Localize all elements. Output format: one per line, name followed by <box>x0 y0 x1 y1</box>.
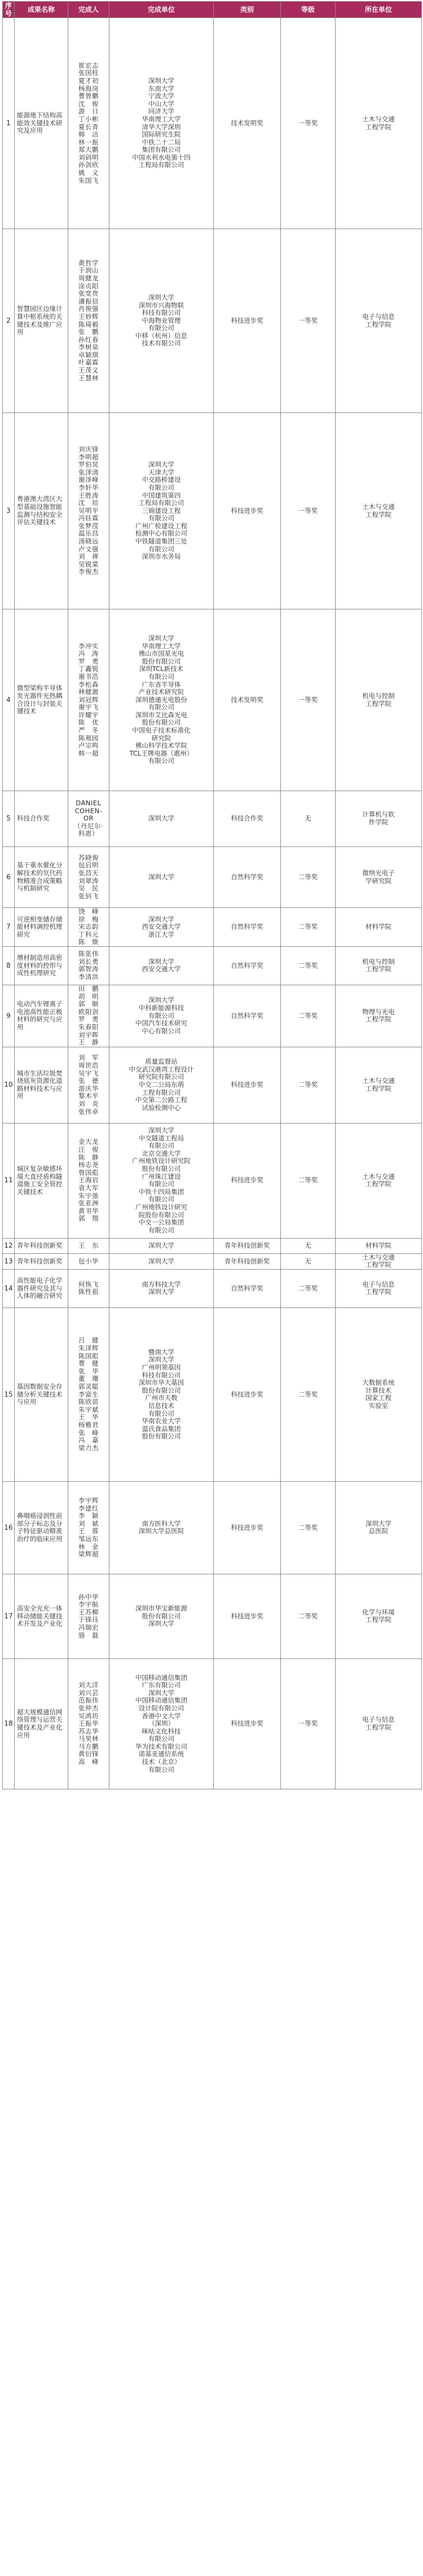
row-grade: 二等奖 <box>281 985 336 1047</box>
row-grade: 无 <box>281 791 336 847</box>
row-units: 深圳大学 中科新能源科技 有限公司 中国汽车技术研究 中心有限公司 <box>109 985 214 1047</box>
row-name: 微型梁构半导体发光器件光热耦合设计与封装关键技术 <box>15 609 68 791</box>
row-name: 可逆相变储存储能材料调控机理研究 <box>15 908 68 947</box>
row-no: 13 <box>3 1253 15 1269</box>
row-name: 城市生活垃圾焚烧底灰资源化道路材料技术与应用 <box>15 1047 68 1123</box>
row-grade: 二等奖 <box>281 1047 336 1123</box>
row-dept: 计算机与软 件学院 <box>336 791 422 847</box>
table-row <box>3 609 422 791</box>
row-people: 李宇辉 李建红 李 颖 刘 斌 王 蓉 邹远东 林 金 梁辉超 <box>68 1481 109 1574</box>
table-row <box>3 1574 422 1658</box>
row-units: 南方科技大学 深圳大学 <box>109 1269 214 1307</box>
table-row <box>3 1481 422 1574</box>
row-grade: 一等奖 <box>281 609 336 791</box>
row-grade: 二等奖 <box>281 1574 336 1658</box>
row-people: 何恢飞 陈性祖 <box>68 1269 109 1307</box>
row-name: 鼻咽癌浸润性前部分子标志及分子特征驱动精准治疗的临床应用 <box>15 1481 68 1574</box>
row-name: 粤港澳大湾区大型基础设施智能监测与结构安全评估关键技术 <box>15 413 68 609</box>
row-people: 李冲实 冯 涛 罗 勇 丁鑫锐 谢书浩 李松森 林健源 刘冠辉 谢宇飞 许耀宇 陈 优 严 冬 陈观园 卢宗鸣 韩一超 <box>68 609 109 791</box>
row-grade: 二等奖 <box>281 1123 336 1238</box>
row-no: 16 <box>3 1481 15 1574</box>
row-no: 11 <box>3 1123 15 1238</box>
row-grade: 无 <box>281 1253 336 1269</box>
row-category: 自然科学奖 <box>214 946 281 985</box>
row-no: 18 <box>3 1658 15 1789</box>
table-row <box>3 1123 422 1238</box>
row-no: 2 <box>3 229 15 413</box>
row-no: 8 <box>3 946 15 985</box>
row-category: 科技进步奖 <box>214 1047 281 1123</box>
row-grade: 二等奖 <box>281 908 336 947</box>
row-name: 青年科技创新奖 <box>15 1238 68 1253</box>
row-people: 王 东 <box>68 1238 109 1253</box>
row-name: 高安全光充一体移动储能关键技术开发及产业化 <box>15 1574 68 1658</box>
row-dept: 化学与环境 工程学院 <box>336 1574 422 1658</box>
row-no: 17 <box>3 1574 15 1658</box>
row-no: 7 <box>3 908 15 947</box>
row-dept: 土木与交通 工程学院 <box>336 18 422 229</box>
row-name: 基因数据安全存储分析关键技术与应用 <box>15 1307 68 1481</box>
row-dept: 材料学院 <box>336 1238 422 1253</box>
row-category: 科技进步奖 <box>214 1481 281 1574</box>
table-row <box>3 1658 422 1789</box>
row-name: 城区复杂敏感环境大直径盾构隧道施工安全管控关键技术 <box>15 1123 68 1238</box>
row-dept: 土木与交通 工程学院 <box>336 1047 422 1123</box>
row-dept: 机电与控制 工程学院 <box>336 946 422 985</box>
header-units: 完成单位 <box>109 2 214 18</box>
row-grade: 一等奖 <box>281 1658 336 1789</box>
table-row <box>3 229 422 413</box>
row-people: 刘庆锋 李明超 罗伯炅 张泽清 谢泽峰 李轩华 王胜涛 沈 培 吴明平 冯钰霖 张梦滢 温乐昌 汤晓远 卢文强 刘 禅 吴锐棠 李俊杰 <box>68 413 109 609</box>
row-grade: 二等奖 <box>281 1269 336 1307</box>
row-dept: 电子与信息 工程学院 <box>336 1658 422 1789</box>
row-category: 科技合作奖 <box>214 791 281 847</box>
row-units: 深圳大学 天津大学 中交路桥建设 有限公司 中国建筑第四 工程局有限公司 三锦建设工程 有限公司 广州广检建设工程 检测中心有限公司 中铁隧道集团三处 有限公司 深圳市水务局 <box>109 413 214 609</box>
table-row <box>3 1307 422 1481</box>
row-units: 深圳大学 <box>109 1238 214 1253</box>
awards-table <box>2 1 422 1789</box>
row-name: 超大规模通信网络管理与运营关键技术及产业化应用 <box>15 1658 68 1789</box>
table-row <box>3 1238 422 1253</box>
row-name: 基于重水催化分解技术的氘代药物精准合成策略与机制研究 <box>15 847 68 908</box>
header-people: 完成人 <box>68 2 109 18</box>
row-units: 深圳大学 <box>109 847 214 908</box>
row-people: 苏晓俊 包启明 张昌天 刘翠涛 吴 民 张钊飞 <box>68 847 109 908</box>
row-category: 科技进步奖 <box>214 1574 281 1658</box>
header-category: 类别 <box>214 2 281 18</box>
row-units: 深圳大学 西安交通大学 <box>109 946 214 985</box>
row-no: 9 <box>3 985 15 1047</box>
row-people: 吕 健 朱泽辉 陈国彪 曹 健 张 华 董 珊 郭灵聪 李富生 陈欣苗 朱宇斌 王 华 杨雅君 张 峰 冯 嘉 梁力杰 <box>68 1307 109 1481</box>
row-name: 电动汽车锂离子电池高性能正极材料的研究与应用 <box>15 985 68 1047</box>
table-row <box>3 1047 422 1123</box>
row-people: 崔宏志 张国柱 夏才初 杨海岗 曹曾鹏 沈 俊 游 日 丁小彬 夏长青 韩 洁 林一振 郑大鹏 刘码明 孙剑欣 姚 义 朱国飞 <box>68 18 109 229</box>
table-row <box>3 847 422 908</box>
row-no: 4 <box>3 609 15 791</box>
row-people: 孙中华 李宇航 王苏柳 于锋珏 冯瑞宏 骆 磊 <box>68 1574 109 1658</box>
row-name: 青年科技创新奖 <box>15 1253 68 1269</box>
row-dept: 机电与控制 工程学院 <box>336 609 422 791</box>
row-category: 自然科学奖 <box>214 847 281 908</box>
row-units: 深圳大学 东南大学 宁波大学 中山大学 同济大学 华南理工大学 清华大学深圳 国际研究生院 中铁二十二局 集团有限公司 中国水利水电第十四 工程局有限公司 <box>109 18 214 229</box>
row-no: 12 <box>3 1238 15 1253</box>
row-units: 深圳大学 <box>109 791 214 847</box>
header-dept: 所在单位 <box>336 2 422 18</box>
table-row <box>3 908 422 947</box>
row-units: 深圳大学 中交隧道工程局 有限公司 北京交通大学 广州地铁设计研究院 股份有限公司 广州珠江建设 有限公司 中铁十四局集团 有限公司 广州地铁设计研究 院股份有限公司 中交一公局集团 有限公司 <box>109 1123 214 1238</box>
row-category: 科技进步奖 <box>214 413 281 609</box>
row-grade: 一等奖 <box>281 229 336 413</box>
row-units: 暨南大学 深圳大学 广州明领基因 科技有限公司 深圳市华大基因 股份有限公司 广州市天数 信息技术 有限公司 华南农业大学 温氏食品集团 股份有限公司 <box>109 1307 214 1481</box>
row-name: 智慧园区边缘计算中枢系统的关键技术及推广应用 <box>15 229 68 413</box>
row-no: 14 <box>3 1269 15 1307</box>
row-dept: 土木与交通 工程学院 <box>336 1123 422 1238</box>
row-people: 陈张伟 刘长勇 郭智涛 李清洪 <box>68 946 109 985</box>
row-units: 质量监督站 中交武汉港湾工程设计 研究院有限公司 中交二公局东萌 工程有限公司 中交第二公路工程 试验检测中心 <box>109 1047 214 1123</box>
row-people: 饶 峰 徐 梅 宋志韵 丁科元 陈 焕 <box>68 908 109 947</box>
row-units: 深圳大学 西安交通大学 浙江大学 <box>109 908 214 947</box>
row-grade: 一等奖 <box>281 413 336 609</box>
row-units: 深圳大学 华南理工大学 佛山市国星光电 股份有限公司 深圳TCL新技术 有限公司 广东省半导体 产业技术研究院 深圳德通光电股份 有限公司 深圳市艾比森光电 股份有限公司 中国电子技术标准化 研究院 佛山科学技术学院 TCL王牌电器（惠州） 有限公司 <box>109 609 214 791</box>
row-category: 科技进步奖 <box>214 1307 281 1481</box>
row-category: 自然科学奖 <box>214 908 281 947</box>
table-row <box>3 791 422 847</box>
row-units: 南方医科大学 深圳大学总医院 <box>109 1481 214 1574</box>
row-name: 科技合作奖 <box>15 791 68 847</box>
row-no: 15 <box>3 1307 15 1481</box>
header-grade: 等级 <box>281 2 336 18</box>
row-category: 青年科技创新奖 <box>214 1253 281 1269</box>
row-units: 深圳市华宝新能源 股份有限公司 深圳大学 <box>109 1574 214 1658</box>
row-dept: 土木与交通 工程学院 <box>336 1253 422 1269</box>
row-people: 刘大洋 刘兴芸 范振伟 张仲杰 吴鸿坊 王振华 苏志华 马昊林 马方鹏 黄衍锋 高 峰 <box>68 1658 109 1789</box>
row-dept: 电子与信息 工程学院 <box>336 229 422 413</box>
row-category: 青年科技创新奖 <box>214 1238 281 1253</box>
row-people: 包小华 <box>68 1253 109 1269</box>
row-category: 科技进步奖 <box>214 229 281 413</box>
row-grade: 二等奖 <box>281 847 336 908</box>
row-grade: 一等奖 <box>281 18 336 229</box>
row-no: 10 <box>3 1047 15 1123</box>
row-name: 能源地下结构高能效关键技术研究及应用 <box>15 18 68 229</box>
row-people: 田 鹏 胡 明 郭 顺 欧阳剑 罗 勇 朱春阳 刘宇晖 王 静 <box>68 985 109 1047</box>
row-dept: 大数据系统 计算技术 国家工程 实验室 <box>336 1307 422 1481</box>
header-name: 成果名称 <box>15 2 68 18</box>
table-row <box>3 413 422 609</box>
row-category: 技术发明奖 <box>214 18 281 229</box>
row-units: 中国移动通信集团 广东有限公司 深圳大学 中国移动通信集团 设计院有限公司 香港中文大学 （深圳） 咪咕文化科技 有限公司 华为技术有限公司 诺基亚通信系统 技术（北京） 有限公司 <box>109 1658 214 1789</box>
row-grade: 无 <box>281 1238 336 1253</box>
row-units: 深圳大学 <box>109 1253 214 1269</box>
row-people: 黄哲学 于润山 周健龙 涂贞阳 张宽贵 潘振信 肖俊强 王妙辉 陈琦毅 张 鹏 孙红春 李树泉 卓颖琪 叶嘉霖 王茂义 王慧林 <box>68 229 109 413</box>
row-category: 自然科学奖 <box>214 985 281 1047</box>
row-dept: 物理与光电 工程学院 <box>336 985 422 1047</box>
row-grade: 二等奖 <box>281 946 336 985</box>
table-row <box>3 946 422 985</box>
row-dept: 土木与交通 工程学院 <box>336 413 422 609</box>
row-people: 刘 军 周世浩 吴宇飞 张 德 游庆华 黎木平 刘 炎 张伟卓 <box>68 1047 109 1123</box>
row-no: 6 <box>3 847 15 908</box>
row-grade: 二等奖 <box>281 1307 336 1481</box>
table-row <box>3 1269 422 1307</box>
row-dept: 电子与信息 工程学院 <box>336 1269 422 1307</box>
row-name: 高性能电子化学器件研究及其与人体的融合研究 <box>15 1269 68 1307</box>
row-units: 深圳大学 深圳市兴海物联 科技有限公司 中海物业管理 有限公司 中移（杭州）信息 技术有限公司 <box>109 229 214 413</box>
table-row <box>3 1253 422 1269</box>
table-row <box>3 18 422 229</box>
row-dept: 材料学院 <box>336 908 422 947</box>
row-category: 技术发明奖 <box>214 609 281 791</box>
table-row <box>3 985 422 1047</box>
row-category: 自然科学奖 <box>214 1269 281 1307</box>
row-category: 科技进步奖 <box>214 1658 281 1789</box>
row-people: DANIEL COHEN- OR （丹尼尔· 科恩） <box>68 791 109 847</box>
row-name: 增材制造用高密度材料的控形与成性机理研究 <box>15 946 68 985</box>
row-no: 5 <box>3 791 15 847</box>
row-no: 3 <box>3 413 15 609</box>
row-dept: 微纳光电子 学研究院 <box>336 847 422 908</box>
row-dept: 深圳大学 总医院 <box>336 1481 422 1574</box>
row-category: 科技进步奖 <box>214 1123 281 1238</box>
row-no: 1 <box>3 18 15 229</box>
header-no: 序号 <box>3 2 15 18</box>
header-row <box>3 2 422 18</box>
row-people: 金大龙 汪 俊 陈 静 杨志尧 曾国彪 王海岩 袁大军 朱宇弛 张亚洲 黄书华 郭 翔 <box>68 1123 109 1238</box>
row-grade: 二等奖 <box>281 1481 336 1574</box>
